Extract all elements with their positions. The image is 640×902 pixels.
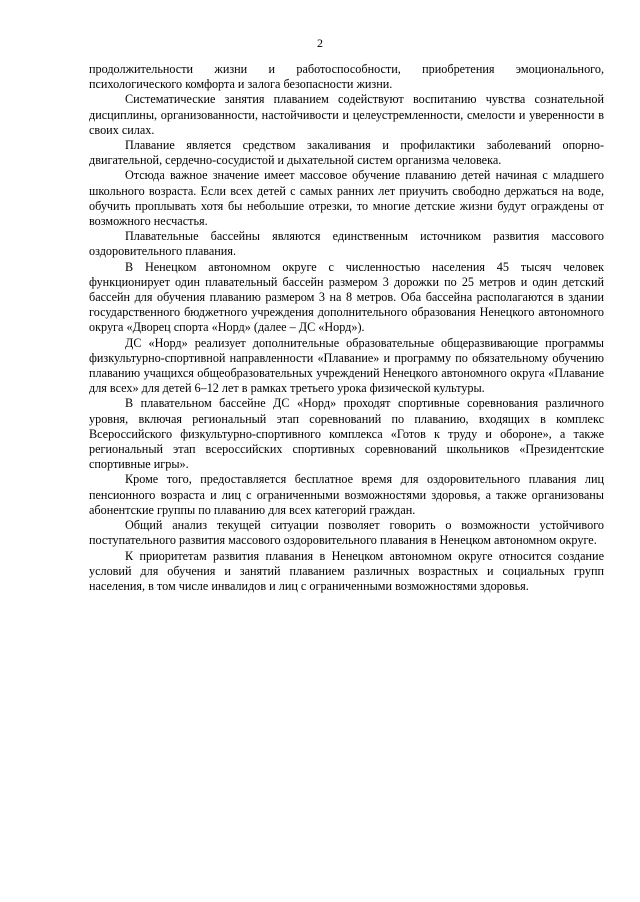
paragraph-pools-source: Плавательные бассейны являются единственным источником развития массового оздоровительного плавания.	[89, 229, 604, 259]
page-number: 2	[317, 36, 323, 50]
paragraph-priorities: К приоритетам развития плавания в Ненецком автономном округе относится создание условий для обучения и занятий плаванием различных возрастных и социальных групп населения, в том числе инвалидов и лиц с ограниченными возможностями здоровья.	[89, 548, 604, 593]
paragraph-hardening: Плавание является средством закаливания и профилактики заболеваний опорно-двигательной, сердечно-сосудистой и дыхательной систем организма человека.	[89, 138, 604, 168]
paragraph-continuation: продолжительности жизни и работоспособности, приобретения эмоционального, психологического комфорта и залога безопасности жизни.	[89, 62, 604, 92]
paragraph-mass-training: Отсюда важное значение имеет массовое обучение плаванию детей начиная с младшего школьного возраста. Если всех детей с самых ранних лет приучить свободно держаться на воде, обучить проплывать хотя бы небольшие отрезки, то многие детские жизни будут ограждены от возможного несчастья.	[89, 168, 604, 229]
paragraph-competitions: В плавательном бассейне ДС «Норд» проходят спортивные соревнования различного уровня, включая региональный этап соревнований по плаванию, входящих в комплекс Всероссийского физкультурно-спортивного комплекса «Готов к труду и обороне», а также региональный этап всероссийских спортивных соревнований школьников «Президентские спортивные игры».	[89, 396, 604, 472]
paragraph-ds-nord-programs: ДС «Норд» реализует дополнительные образовательные общеразвивающие программы физкультурно-спортивной направленности «Плавание» и программу по обязательному обучению плаванию учащихся общеобразовательных учреждений Ненецкого автономного округа «Плавание для всех» для детей 6–12 лет в рамках третьего урока физической культуры.	[89, 335, 604, 396]
paragraph-systematic-swimming: Систематические занятия плаванием содействуют воспитанию чувства сознательной дисциплины, организованности, настойчивости и целеустремленности, смелости и уверенности в своих силах.	[89, 92, 604, 137]
document-body	[89, 62, 604, 594]
paragraph-analysis: Общий анализ текущей ситуации позволяет говорить о возможности устойчивого поступательного развития массового оздоровительного плавания в Ненецком автономном округе.	[89, 518, 604, 548]
paragraph-nao-pools: В Ненецком автономном округе с численностью населения 45 тысяч человек функционирует один плавательный бассейн размером 3 дорожки по 25 метров и один детский бассейн для обучения плаванию размером 3 на 8 метров. Оба бассейна располагаются в здании государственного бюджетного учреждения дополнительного образования Ненецкого автономного округа «Дворец спорта «Норд» (далее – ДС «Норд»).	[89, 259, 604, 335]
paragraph-free-time: Кроме того, предоставляется бесплатное время для оздоровительного плавания лиц пенсионного возраста и лиц с ограниченными возможностями здоровья, а также организованы абонентские группы по плаванию для всех категорий граждан.	[89, 472, 604, 517]
